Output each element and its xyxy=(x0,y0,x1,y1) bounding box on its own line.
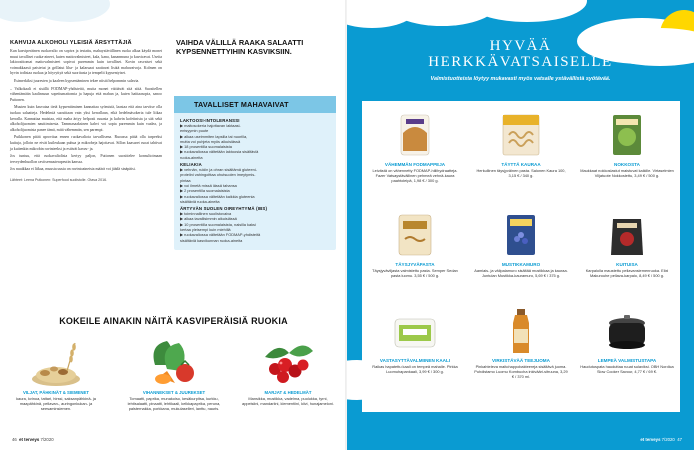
info-line: kertaa yleisempi kuin miehillä xyxy=(180,227,231,233)
info-line: ruoka-aineita xyxy=(180,154,203,160)
product-image xyxy=(474,211,568,259)
berries-icon xyxy=(259,335,317,387)
info-section-heading: LAKTOOSI-INTOLERANSSI xyxy=(180,118,240,123)
info-line: ▶ maitosokeria hajottavan laktaasi- xyxy=(180,123,241,128)
grains-illustration xyxy=(27,335,85,387)
issue-number: 7/2020 xyxy=(661,437,675,442)
product-image xyxy=(368,111,462,159)
info-line: ▶ voi ilmetä missä iässä tahansa xyxy=(180,182,237,188)
info-line: mutta voi puhjeta myös aikuisiässä xyxy=(180,138,241,144)
product-description: Herkullinen täysjyväinen pasta. Salonen Kaura 100, 3,15 € / 340 g. xyxy=(476,168,566,178)
article-paragraph: Esimerkiksi juuresten ja kaaleen kypsentäminen tekee niistä helpommin sulavia. xyxy=(14,78,140,83)
info-line: ▶ 2 prosentilla suomalaisista xyxy=(180,188,230,194)
info-line: ▶ alkaa useimmiten lapsilla tai nuorilla, xyxy=(180,133,248,139)
article-paragraph: Jos tuntuu, että ruokavaliolista kertyy paljon, Puttonen suosittelee konsultoimaan terveydenhuollon ravitsemusterapeutin kanssa. xyxy=(10,154,162,164)
veg-column-grains xyxy=(8,335,104,411)
info-line: pintaa xyxy=(180,177,191,183)
article-heading: KAHVIJA ALKOHOLI YLEISIÄ ÄRSYTTÄJIÄ xyxy=(10,40,132,46)
product-description: Leivästä on vähennetty FODMAP-hiilihydraatteja. Fazer Vatsaystävällinen pehmeä vehnä-kaura paahtoleipä, 1,98 € / 300 g. xyxy=(372,168,458,183)
product-name: KUITUISA xyxy=(616,262,638,267)
product-image xyxy=(580,211,674,259)
page-number: 47 xyxy=(677,437,682,442)
berries-illustration xyxy=(259,335,317,387)
veg-section-title: KOKEILE AINAKIN NÄITÄ KASVIPERÄISIÄ RUOKIA xyxy=(59,316,288,326)
title-line: HYVÄÄ xyxy=(489,38,552,54)
product-name: NOKKOSTA xyxy=(614,162,640,167)
product-image xyxy=(474,111,568,159)
grains-icon xyxy=(27,335,85,387)
product-name: VÄHEMMÄN FODMAPPEJA xyxy=(384,162,446,167)
bread-icon xyxy=(389,111,441,159)
product-description: Karpalolla maustettu pellavansiemenruoka. Elixi Makurouhe pellava-karpalo, 8,49 € / 500 g. xyxy=(585,268,669,278)
product-item xyxy=(580,211,674,278)
veg-text: Mansikka, mustikka, vadelma, puolukka, tyrni, appelsiini, mandariini, klementiini, kiivi, hunajameloni. xyxy=(242,396,334,406)
product-name: TÄYTTÄ KAURAA xyxy=(501,162,541,167)
info-line: ▶ ruokavaliossa vältetään FODMAP-yhdisteitä xyxy=(180,232,261,238)
cereal-box-icon xyxy=(495,211,547,259)
product-item xyxy=(580,111,674,178)
cloud-decoration xyxy=(30,0,110,22)
product-item xyxy=(474,307,568,379)
product-card xyxy=(362,101,680,412)
title-line: HERKKÄVATSAISELLE xyxy=(428,54,613,70)
info-section-heading: ÄRTYVÄN SUOLEN OIREYHTYMÄ (IBS) xyxy=(180,206,268,212)
product-image xyxy=(368,211,462,259)
info-line: sisältäviä ruoka-aineita xyxy=(180,198,220,204)
vegetables-illustration xyxy=(145,335,203,387)
article-source: Lähteet: Leena Putkonen: Superfood suolistolle. Otava 2016. xyxy=(10,177,108,182)
product-description: Haudutuspata hauduttaa ruuat sulaviksi. OBH Nordica Slow Cooker Savour, 4,77 € / 69 €. xyxy=(580,364,674,374)
product-item xyxy=(580,307,674,374)
info-line: ▶ ruokavaliossa vältetään laktoosia sisältäviä xyxy=(180,149,259,155)
article-paragraph: Puikkonen pitää aprovitaa ennen ruokavaliota tarvallisena. Ruoassa pitää olla tarpeeksi kuituja, jolloin ne eivät kuileukaan puhua ja mikrobeja hajottavat. Sillon kaasuret ruoat tahtivat ja kuitenkin mikrobin ravinteeksi ja estävät kasvu- ja. xyxy=(10,135,162,151)
article-paragraph: Muuten kuin kasvataa tietä kypsentäminen kannattaa syömistä, laastaa että aina tarvitse olla tuokua salaatteja. Hedelmiä suosittaan vain yksi kerrallaan, eikä hedelmäsokeria tule liikaa kerralla. Kannattaa muistaa, että maha ärtyy helposti ruuasta ja kahvin kofeiinista ja sää sekä alkoholijuomien nauttimisesta. Tammasaaksinen kahvi voi sopia paremmin kuin vaalea, ja alkoholijuomista panee tämä, mitä vähemmän, sen parempi. xyxy=(10,105,162,132)
info-line: proteiini vahingoittaa ohutsuolen imeytymis- xyxy=(180,172,256,178)
nettle-package-icon xyxy=(601,111,653,159)
info-line: ▶ toiminnallinen suolistovaiva xyxy=(180,211,232,217)
info-line: entsyymin puute xyxy=(180,128,209,134)
info-line: ▶ alkaa tavallisimmin aikuisiässä xyxy=(180,216,237,222)
veg-text: Tomaatti, paprika, munakoiso, kesäkurpitsa, kurkku, lehtisalaatti, pinaatti, lehtikaali, kelkkapaprika, peruna, palsternakka, porkkana, mukulaselleri, lanttu, nauris. xyxy=(127,396,221,411)
product-item xyxy=(368,211,462,278)
info-box-title: TAVALLISET MAHAVAIVAT xyxy=(194,100,289,109)
veg-caption: MARJAT & HEDELMÄT xyxy=(264,390,312,395)
sauerkraut-tub-icon xyxy=(389,307,441,355)
product-description: Täysjyväviljasta valmistettu pasta. Semper Sedan pasta luomu. 3,55 € / 500 g. xyxy=(372,268,458,278)
pasta-bag-icon xyxy=(389,211,441,259)
product-image xyxy=(474,307,568,355)
page-number: 46 xyxy=(12,437,17,442)
right-title xyxy=(347,38,694,70)
kombucha-bottle-icon xyxy=(495,307,547,355)
product-item xyxy=(368,307,462,374)
product-item xyxy=(474,211,568,278)
info-section-heading: KELIAKIA xyxy=(180,162,202,168)
right-footer xyxy=(640,437,682,442)
pasta-package-icon xyxy=(495,111,547,159)
product-description: Aamiais- ja välipalamuro sisältää mustikkaa ja kauraa. Juntulan Mustikka-kauramuro, 5,69 € / 375 g. xyxy=(474,268,568,278)
product-image xyxy=(580,111,674,159)
info-line: ▶ 18 prosentilla suomalaisista xyxy=(180,144,232,150)
product-name: TÄYSJYVÄPASTA xyxy=(395,262,435,267)
info-line: ▶ ruokavaliossa vältetään kaikkia gluteenia xyxy=(180,193,255,199)
cloud-decoration xyxy=(467,0,587,22)
product-name: VASTASYTTÄVALMIINEN KAALI xyxy=(379,358,451,363)
product-description: Pinkahteleva maitohappobakteereja sisältävä juoma. Puhdistamo Luomu Kombucha inkivääri-sitruuna, 3,29 € / 370 ml. xyxy=(474,364,568,379)
veg-caption: VIHANNEKSET & JUUREKSET xyxy=(142,390,206,395)
info-box-body xyxy=(180,116,330,243)
subtitle-text: Valmistuotteista löytyy mukavasti myös vatsalle ystävällistä syötävää. xyxy=(430,76,611,82)
left-footer xyxy=(12,437,54,442)
article-column xyxy=(10,40,162,183)
product-description: Raikas hapatettu kaali on tempeä mahalle. Pirkka Luomuhapankaali, 3,99 € / 300 g. xyxy=(372,364,458,374)
product-name: LEMPEÄ VALMISTUSTAPA xyxy=(597,358,657,363)
product-description: Maukkaat nokkoslastut maistuvat kaikille. Virtaselmien Viljatuote Nokkoslettu, 3,49 € / 500 g. xyxy=(580,168,674,178)
right-subtitle xyxy=(347,76,694,83)
product-image xyxy=(368,307,462,355)
product-name: VIRKISTÄVÄÄ TEEJUOMA xyxy=(492,358,550,363)
product-item xyxy=(368,111,462,183)
product-image xyxy=(580,307,674,355)
issue-number: 7/2020 xyxy=(40,437,54,442)
magazine-name: et terveys xyxy=(640,437,661,442)
article-paragraph: Jos nuaikkaa ei liikaa, muusta uusia on ravintoaineista määrä voi jäädä sinäpäisi. xyxy=(10,167,136,172)
veg-caption: VILJAT, PÄHKINÄT & SIEMENET xyxy=(22,390,90,395)
info-box xyxy=(174,96,336,250)
info-line: sisältäviä kasvikunnan ruoka-aineita xyxy=(180,237,243,243)
article-paragraph: Kun kasviperäinen ruokavalio on sopiva ja testattu, mahaystävällinen ruoka alkaa käydä monet muut tavalliset ruoka-aineet, kuten maitovalmisteet, kala, kana, kananmuna ja kasviravat. Useita laktoosittomat maitovalmisteet sopivat paremmin kuin tavalliset. Kovin rasvaiset sekä voimakkaasti paistetut ja grillatut liha- ja kalaruaat saattavat lisätä mahavaivoja. Kolmen on hyvin todistaa ruokaa ja höyryttyä sekä suoritusta ja tempelit kypsentyiset. xyxy=(10,49,162,76)
product-item xyxy=(474,111,568,178)
info-box-header xyxy=(174,96,336,113)
article-paragraph: – Valkokaali ei sisällä FODMAP-yhdisteitä, mutta monet väittävät sitä siitä. Suositellen vähentämään kaalinsuun sopeitumattomia ja hapuja että mahan ja, kuten haittaasopia, sanoo Puttonen. xyxy=(10,86,162,102)
slow-cooker-icon xyxy=(601,307,653,355)
info-line: ▶ 10 prosentilla suomalaisista, naisilla kaksi xyxy=(180,221,256,227)
veg-text: kaura, kvinoa, tattari, hirssi, saksanpähkinä- ja maapähkinä, pellavan-, auringonkukan- ja seesaminsiemen. xyxy=(16,396,96,411)
product-name: MUSTIKKAMURO xyxy=(501,262,541,267)
info-line: ▶ vehnän, rukiin ja ohran sisältämä gluteeni- xyxy=(180,167,257,173)
pull-quote: VAIHDA VÄLILLÄ RAAKA SALAATTI KYPSENNETTYIHIN KASVIKSIIN. xyxy=(176,38,304,57)
magazine-name: et terveys xyxy=(19,437,40,442)
flaxseed-bag-icon xyxy=(601,211,653,259)
vegetables-icon xyxy=(145,335,203,387)
veg-column-vegetables xyxy=(126,335,222,411)
veg-column-berries xyxy=(240,335,336,406)
